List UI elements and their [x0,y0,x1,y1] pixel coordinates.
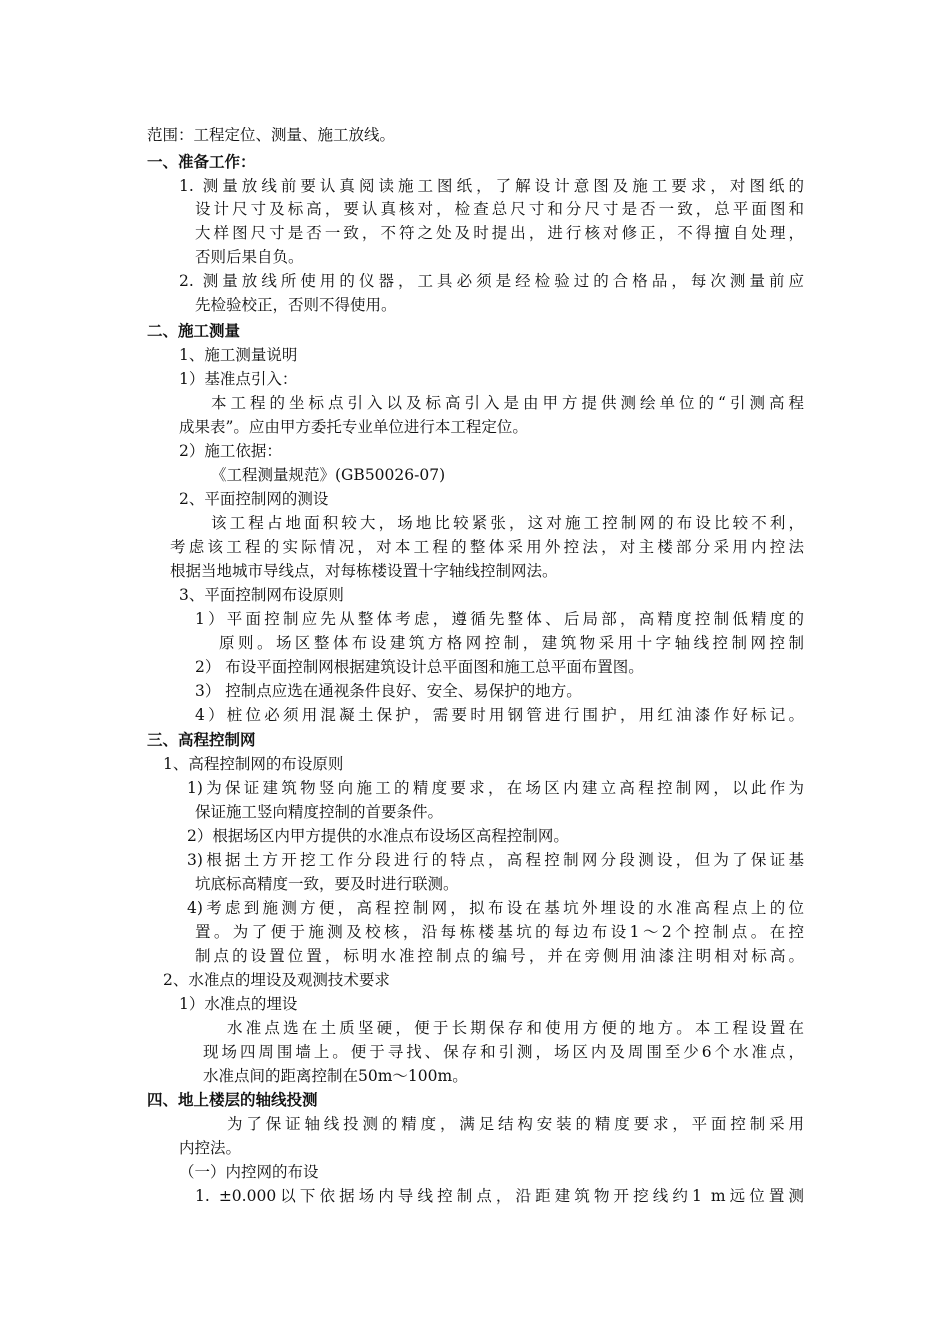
paragraph-line: 先检验校正，否则不得使用。 [195,296,397,314]
paragraph-line: 1. ±0.000以下依据场内导线控制点，沿距建筑物开挖线约1 m远位置测 [195,1187,804,1205]
subheading: 2）施工依据： [179,442,282,460]
paragraph-line: 为了保证轴线投测的精度，满足结构安装的精度要求，平面控制采用 [227,1115,804,1133]
paragraph-line: 《工程测量规范》(GB50026-07) [211,466,446,484]
paragraph-line: 该工程占地面积较大，场地比较紧张，这对施工控制网的布设比较不利， [211,514,804,532]
paragraph-line: 原则。场区整体布设建筑方格网控制，建筑物采用十字轴线控制网控制 [219,634,804,652]
paragraph-line: 3） 控制点应选在通视条件良好、安全、易保护的地方。 [195,682,582,700]
paragraph-line: 1)为保证建筑物竖向施工的精度要求，在场区内建立高程控制网，以此作为 [187,779,804,797]
scope-line: 范围：工程定位、测量、施工放线。 [147,126,396,144]
paragraph-line: 2）根据场区内甲方提供的水准点布设场区高程控制网。 [187,827,569,845]
paragraph-line: 设计尺寸及标高，要认真核对，检查总尺寸和分尺寸是否一致，总平面图和 [195,200,804,218]
paragraph-line: 否则后果自负。 [195,248,304,266]
paragraph-line: 成果表”。应由甲方委托专业单位进行本工程定位。 [179,418,528,436]
heading-survey: 二、施工测量 [147,322,241,340]
subheading: 1）水准点的埋设 [179,995,298,1013]
paragraph-line: 现场四周围墙上。便于寻找、保存和引测，场区内及周围至少6个水准点， [203,1043,804,1061]
paragraph-line: 4）桩位必须用混凝土保护，需要时用钢管进行围护，用红油漆作好标记。 [195,706,804,724]
heading-preparation: 一、准备工作： [147,153,256,171]
paragraph-line: 1）平面控制应先从整体考虑，遵循先整体、后局部，高精度控制低精度的 [195,610,804,628]
paragraph-line: 置。为了便于施测及校核，沿每栋楼基坑的每边布设1～2个控制点。在控 [195,923,804,941]
subheading: 3、平面控制网布设原则 [179,586,344,604]
paragraph-line: 1. 测量放线前要认真阅读施工图纸，了解设计意图及施工要求，对图纸的 [179,177,804,195]
subheading: 1、施工测量说明 [179,346,298,364]
heading-elevation: 三、高程控制网 [147,731,256,749]
paragraph-line: 4)考虑到施测方便，高程控制网，拟布设在基坑外埋设的水准高程点上的位 [187,899,804,917]
paragraph-line: 大样图尺寸是否一致，不符之处及时提出，进行核对修正，不得擅自处理， [195,224,804,242]
paragraph-line: 坑底标高精度一致，要及时进行联测。 [195,875,459,893]
subheading: 1、高程控制网的布设原则 [163,755,344,773]
subheading: 2、水准点的埋设及观测技术要求 [163,971,390,989]
heading-axis: 四、地上楼层的轴线投测 [147,1091,318,1109]
paragraph-line: 水准点间的距离控制在50m～100m。 [203,1067,468,1085]
paragraph-line: 2. 测量放线所使用的仪器，工具必须是经检验过的合格品，每次测量前应 [179,272,804,290]
subheading: （一）内控网的布设 [179,1163,319,1181]
subheading: 1）基准点引入： [179,370,298,388]
paragraph-line: 制点的设置位置，标明水准控制点的编号，并在旁侧用油漆注明相对标高。 [195,947,804,965]
paragraph-line: 本工程的坐标点引入以及标高引入是由甲方提供测绘单位的“引测高程 [211,394,804,412]
paragraph-line: 内控法。 [179,1139,242,1157]
paragraph-line: 根据当地城市导线点，对每栋楼设置十字轴线控制网法。 [170,562,558,580]
paragraph-line: 2） 布设平面控制网根据建筑设计总平面图和施工总平面布置图。 [195,658,644,676]
subheading: 2、平面控制网的测设 [179,490,329,508]
paragraph-line: 水准点选在土质坚硬，便于长期保存和使用方便的地方。本工程设置在 [227,1019,804,1037]
paragraph-line: 考虑该工程的实际情况，对本工程的整体采用外控法，对主楼部分采用内控法 [170,538,804,556]
paragraph-line: 3)根据土方开挖工作分段进行的特点，高程控制网分段测设，但为了保证基 [187,851,804,869]
paragraph-line: 保证施工竖向精度控制的首要条件。 [195,803,444,821]
